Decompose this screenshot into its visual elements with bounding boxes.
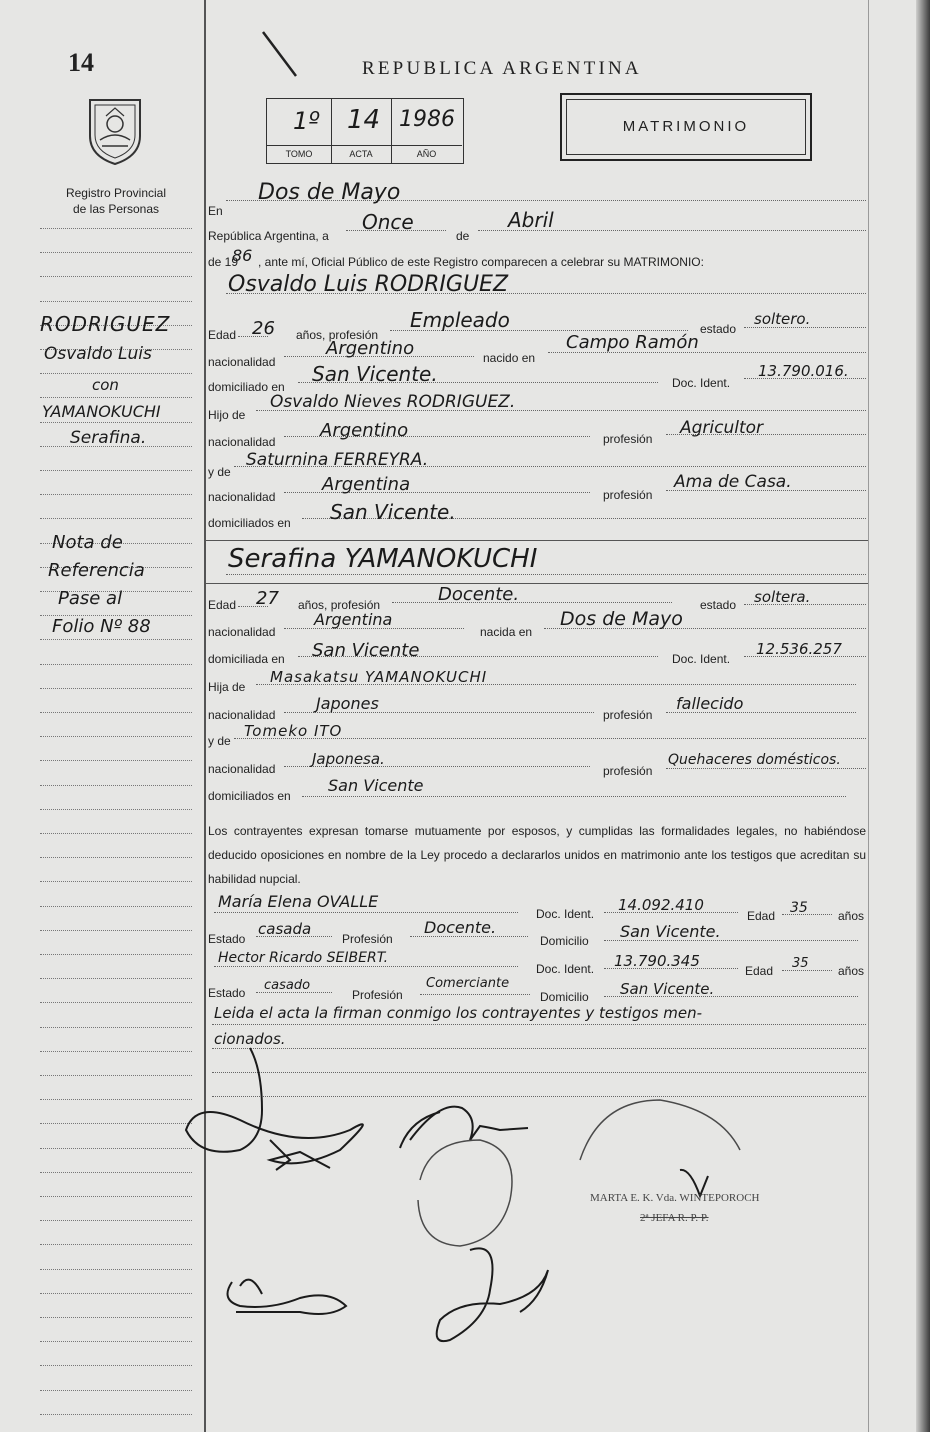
witness2-doc-label: Doc. Ident.: [536, 962, 595, 976]
registry-line-1: Registro Provincial: [65, 186, 167, 200]
bride-hija-label: Hija de: [208, 680, 246, 694]
bride-status: soltera.: [754, 588, 811, 606]
official-stamp-line-1: MARTA E. K. Vda. WINTEPOROCH: [590, 1192, 760, 1204]
witness1-estado-label: Estado: [208, 932, 246, 946]
groom-ye-label: y de: [208, 465, 231, 479]
witness1-profession: Docente.: [424, 918, 497, 937]
groom-edad-label: Edad: [208, 328, 237, 342]
margin-con: con: [92, 376, 119, 394]
bride-nationality: Argentina: [314, 610, 393, 629]
margin-bride-given: Serafina.: [70, 428, 147, 448]
bride-name: Serafina YAMANOKUCHI: [228, 544, 538, 574]
marriage-place: Dos de Mayo: [258, 180, 401, 205]
bride-mother: Tomeko ITO: [244, 722, 343, 740]
acta-value: 14: [347, 105, 381, 135]
bride-edad-label: Edad: [208, 598, 237, 612]
groom-doc: 13.790.016.: [758, 362, 849, 380]
registry-line-2: de las Personas: [72, 202, 160, 216]
witness2-dom-label: Domicilio: [540, 990, 589, 1004]
republica-label: República Argentina, a: [208, 229, 329, 243]
folio-number: 14: [68, 48, 94, 77]
bride-profesion-label: años, profesión: [298, 598, 381, 612]
groom-nac-label: nacionalidad: [208, 355, 276, 369]
groom-father-nationality: Argentino: [320, 420, 409, 441]
groom-hijo-label: Hijo de: [208, 408, 246, 422]
bride-domicile: San Vicente: [312, 640, 420, 661]
bride-doms-label: domiciliados en: [208, 789, 291, 803]
groom-doc-label: Doc. Ident.: [672, 376, 731, 390]
groom-age: 26: [252, 318, 275, 339]
witness2-profession: Comerciante: [426, 976, 510, 991]
groom-father-prof-label: profesión: [603, 432, 653, 446]
bride-father-nac-label: nacionalidad: [208, 708, 276, 722]
witness1-status: casada: [258, 920, 312, 938]
margin-referencia: Referencia: [48, 560, 145, 581]
bride-mother-prof-label: profesión: [603, 764, 653, 778]
bride-father-nationality: Japones: [316, 694, 379, 713]
witness1-prof-label: Profesión: [342, 932, 393, 946]
margin-nota-de: Nota de: [52, 532, 123, 553]
bride-father-prof-label: profesión: [603, 708, 653, 722]
bride-profession: Docente.: [438, 584, 520, 605]
page-edge: [916, 0, 930, 1432]
groom-parents-domicile: San Vicente.: [330, 500, 456, 524]
groom-mother-nationality: Argentina: [322, 474, 411, 495]
witness1-anos-label: años: [838, 909, 865, 923]
groom-dom-label: domiciliado en: [208, 380, 285, 394]
anio-value: 1986: [399, 107, 455, 132]
witness2-edad-label: Edad: [745, 964, 774, 978]
closing-line-1: Leida el acta la firman conmigo los contrayentes y testigos men-: [214, 1004, 702, 1022]
groom-mother-prof-label: profesión: [603, 488, 653, 502]
groom-mother-profession: Ama de Casa.: [674, 472, 792, 492]
declaration-text: Los contrayentes expresan tomarse mutuamente por esposos, y cumplidas las formalidades legales, no habiéndose deducido oposiciones en nombre de la Ley procedo a declararlos unidos en matrimonio ante los testigos que acreditan su habilidad nupcial.: [208, 824, 866, 886]
closing-line-2: cionados.: [214, 1030, 286, 1048]
groom-father-profession: Agricultor: [680, 418, 764, 438]
groom-doms-label: domiciliados en: [208, 516, 291, 530]
groom-father: Osvaldo Nieves RODRIGUEZ.: [270, 392, 516, 412]
bride-mother-profession: Quehaceres domésticos.: [668, 752, 841, 768]
bride-estado-label: estado: [700, 598, 737, 612]
country-title: REPUBLICA ARGENTINA: [362, 58, 642, 79]
bride-age: 27: [256, 588, 279, 609]
tomo-label: TOMO: [267, 145, 332, 163]
witness2-estado-label: Estado: [208, 986, 246, 1000]
groom-domicile: San Vicente.: [312, 362, 438, 386]
witness2-status: casado: [264, 978, 311, 993]
bride-father: Masakatsu YAMANOKUCHI: [270, 668, 488, 686]
groom-profesion-label: años, profesión: [296, 328, 379, 342]
margin-groom-given: Osvaldo Luis: [44, 344, 152, 364]
bride-nac-label: nacionalidad: [208, 625, 276, 639]
margin-pase-al: Pase al: [58, 588, 123, 609]
official-stamp-line-2: 2ª JEFA R. P. P.: [640, 1212, 709, 1224]
groom-name: Osvaldo Luis RODRIGUEZ: [228, 272, 509, 297]
groom-nationality: Argentino: [326, 338, 415, 359]
bride-nacida-label: nacida en: [480, 625, 533, 639]
groom-father-nac-label: nacionalidad: [208, 435, 276, 449]
groom-mother-nac-label: nacionalidad: [208, 490, 276, 504]
witness1-age: 35: [790, 900, 808, 916]
bride-doc-label: Doc. Ident.: [672, 652, 731, 666]
witness1-name: María Elena OVALLE: [218, 892, 379, 911]
groom-estado-label: estado: [700, 322, 737, 336]
tomo-value: 1º: [293, 107, 320, 135]
record-type: MATRIMONIO: [566, 99, 806, 155]
witness2-anos-label: años: [838, 964, 865, 978]
en-label: En: [208, 204, 223, 218]
witness2-domicile: San Vicente.: [620, 980, 715, 998]
groom-birthplace: Campo Ramón: [566, 332, 699, 353]
bride-doc: 12.536.257: [756, 640, 842, 658]
marriage-year: 86: [232, 246, 253, 265]
bride-parents-domicile: San Vicente: [328, 776, 424, 795]
margin-folio: Folio Nº 88: [52, 616, 151, 637]
witness2-prof-label: Profesión: [352, 988, 403, 1002]
year-prefix-label: de 19: [208, 255, 239, 269]
witness2-doc: 13.790.345: [614, 952, 700, 970]
groom-mother: Saturnina FERREYRA.: [246, 450, 429, 470]
witness1-edad-label: Edad: [747, 909, 776, 923]
anio-label: AÑO: [391, 145, 462, 163]
bride-mother-nationality: Japonesa.: [312, 750, 385, 768]
de-label: de: [456, 229, 470, 243]
groom-status: soltero.: [754, 310, 811, 328]
bride-ye-label: y de: [208, 734, 231, 748]
groom-nacido-label: nacido en: [483, 351, 536, 365]
acta-label: ACTA: [331, 145, 392, 163]
witness1-domicile: San Vicente.: [620, 922, 721, 941]
groom-profession: Empleado: [410, 308, 510, 332]
witness2-age: 35: [792, 956, 809, 971]
witness1-doc: 14.092.410: [618, 896, 704, 914]
witness1-doc-label: Doc. Ident.: [536, 907, 595, 921]
bride-father-profession: fallecido: [676, 694, 744, 713]
marriage-day: Once: [362, 210, 414, 234]
bride-dom-label: domiciliada en: [208, 652, 285, 666]
oficial-text: , ante mí, Oficial Público de este Registro comparecen a celebrar su MATRIMONIO:: [258, 255, 704, 269]
bride-birthplace: Dos de Mayo: [560, 608, 683, 630]
margin-bride-surname: YAMANOKUCHI: [42, 402, 161, 421]
margin-groom-surname: RODRIGUEZ: [40, 312, 171, 336]
marriage-month: Abril: [508, 208, 554, 232]
witness1-dom-label: Domicilio: [540, 934, 589, 948]
bride-mother-nac-label: nacionalidad: [208, 762, 276, 776]
witness2-name: Hector Ricardo SEIBERT.: [218, 950, 389, 966]
